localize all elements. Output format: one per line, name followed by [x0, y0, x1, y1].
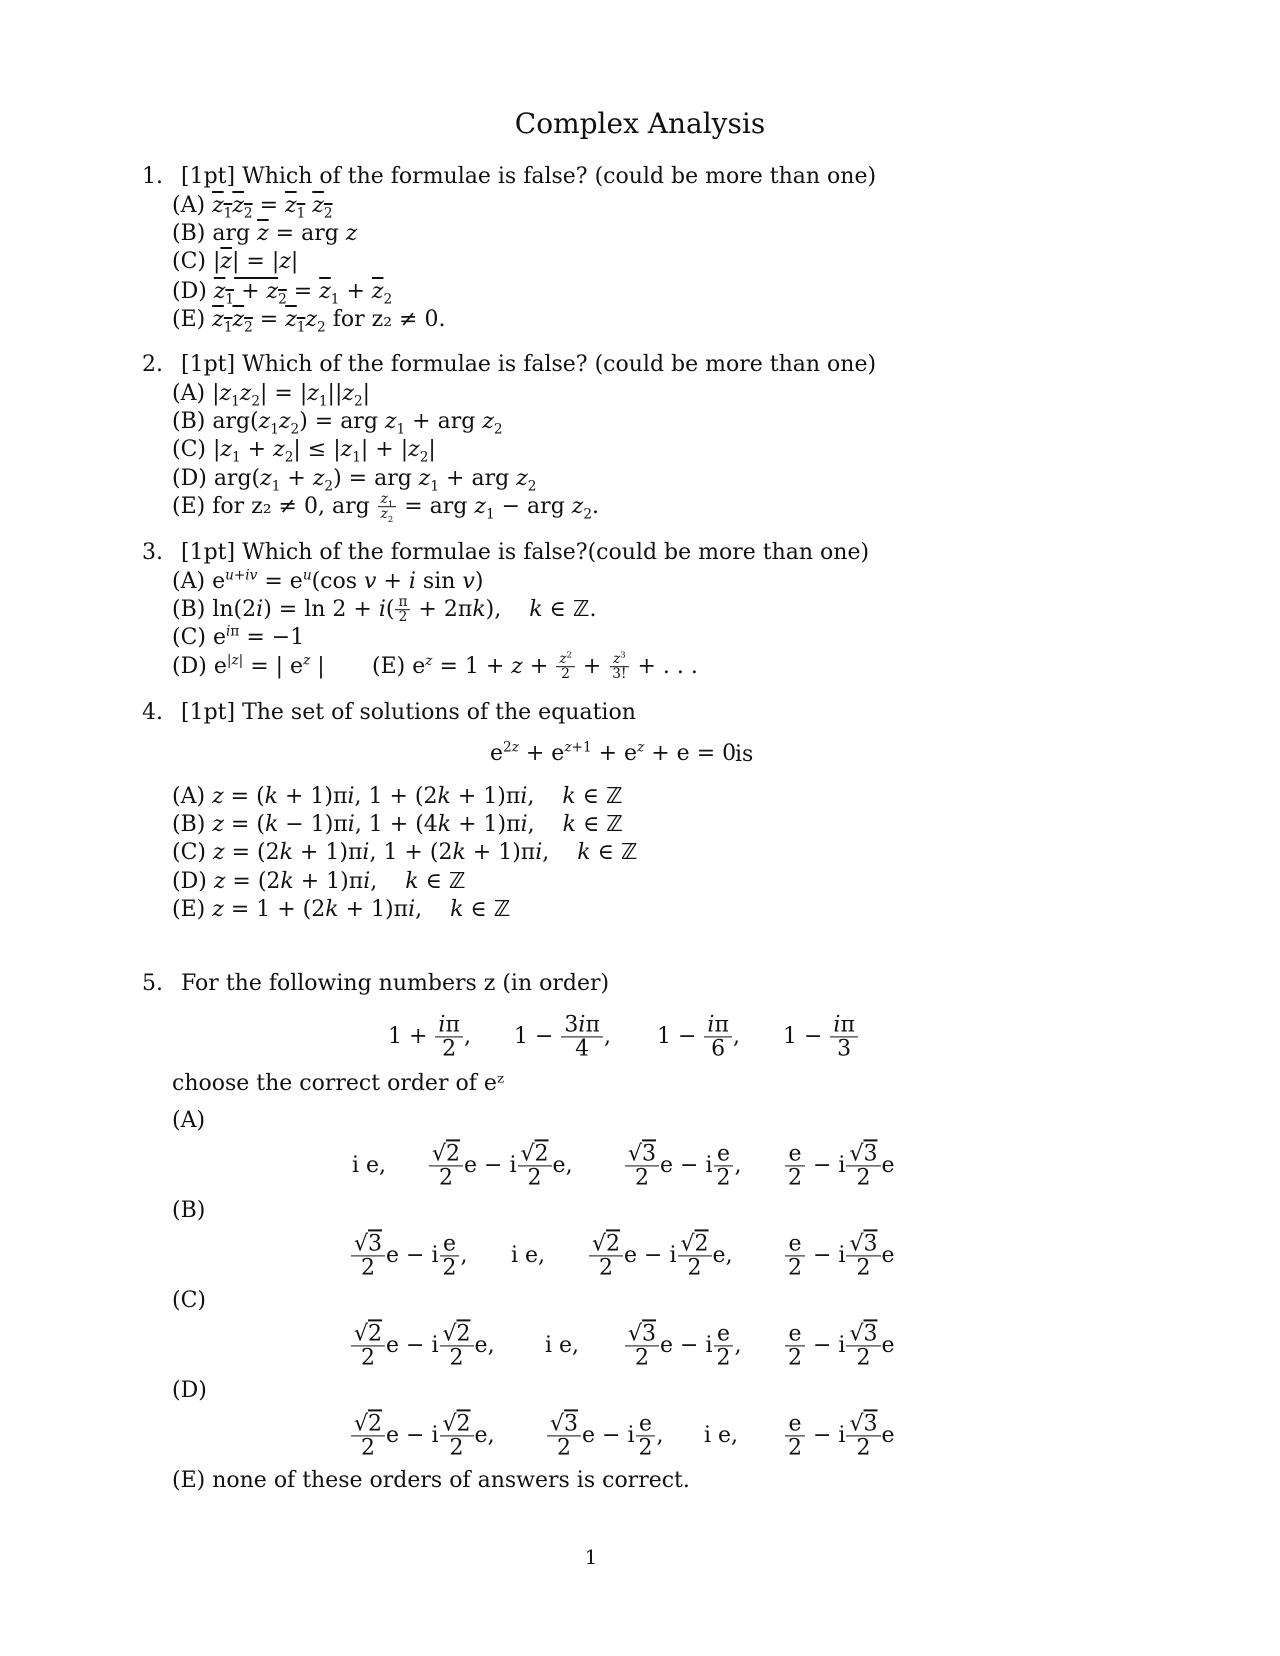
option-label: (B): [172, 409, 206, 434]
answer-term: $\frac{√2}{2}$ e − i $\frac{√2}{2}$ e,: [350, 1412, 495, 1459]
option-e: [172, 899, 510, 921]
formula: $z_1z_2 = z_1z_2$: [212, 307, 326, 336]
equation-suffix: is: [735, 742, 754, 767]
option-a: [172, 567, 484, 594]
option-label: (C): [172, 625, 206, 650]
answer-term: $\frac{e}{2}$ − i $\frac{√3}{2}$ e: [784, 1322, 895, 1369]
question-number: 3.: [142, 540, 163, 565]
formula: z = 1 + (2k + 1)πi, k ∈ ℤ: [212, 897, 511, 922]
option-label: (A): [172, 381, 206, 406]
formula: arg $\overline{z}$ = arg z: [212, 221, 358, 246]
question-prompt: [1pt] Which of the formulae is false? (could be more than one): [181, 352, 877, 377]
formula: $|\overline{z}| = |z|$: [213, 249, 299, 274]
formula: arg $\frac{z_1}{z_2}$ = arg $z_1$ − arg $z_2$.: [331, 491, 600, 525]
question-number: 4.: [142, 700, 163, 725]
formula: $e^z = 1 + z$ + $\frac{z^2}{2}$ + $\frac{z^3}{3!}$ + . . .: [412, 649, 698, 683]
option-label: (A): [172, 784, 206, 809]
question-prompt: [1pt] Which of the formulae is false? (could be more than one): [181, 164, 877, 189]
formula: $z_1z_2 = z_1$ $z_2$: [212, 193, 333, 222]
answer-term: $\frac{e}{2}$ − i $\frac{√3}{2}$ e: [784, 1142, 895, 1189]
formula: $|z_1 + z_2| \le |z_1| + |z_2|$: [213, 437, 436, 466]
option-b: [172, 223, 357, 245]
question-number: 5.: [142, 971, 163, 996]
formula: $z_1 + z_2 = \overline{z}_1 + \overline{z}_2$: [213, 279, 393, 308]
formula: z = (k + 1)πi, 1 + (2k + 1)πi, k ∈ ℤ: [212, 784, 623, 809]
number-item: 1 − $\frac{i\pi}{6}$ ,: [657, 1012, 740, 1062]
option-e: [372, 649, 698, 683]
formula-condition: for z₂ ≠ 0,: [212, 494, 325, 519]
option-label: (B): [172, 1198, 206, 1223]
option-label: (C): [172, 249, 206, 274]
answer-term: $\frac{√3}{2}$ e − i $\frac{e}{2}$ ,: [350, 1232, 468, 1279]
formula-condition: for z₂ ≠ 0.: [332, 307, 446, 332]
option-label: (E): [372, 654, 406, 679]
option-label: (D): [172, 869, 207, 894]
equation: $e^{2z} + e^{z+1} + e^z + e = 0$: [490, 739, 737, 766]
option-d: [172, 466, 537, 495]
option-c: [172, 842, 638, 864]
option-label: (E): [172, 307, 206, 332]
option-b: [172, 409, 503, 438]
answer-term: $\frac{e}{2}$ − i $\frac{√3}{2}$ e: [784, 1232, 895, 1279]
page-title: Complex Analysis: [514, 107, 766, 140]
question-number: 1.: [142, 164, 163, 189]
answer-term: $\frac{√3}{2}$ e − i $\frac{e}{2}$ ,: [546, 1412, 664, 1459]
option-label: (B): [172, 812, 206, 837]
answer-term: i e,: [352, 1153, 387, 1178]
option-d: [172, 871, 465, 893]
option-label: (A): [172, 193, 206, 218]
option-b: [172, 814, 623, 836]
option-e: [172, 307, 446, 336]
answer-term: $\frac{√2}{2}$ e − i $\frac{√2}{2}$ e,: [588, 1232, 733, 1279]
answer-term: i e,: [511, 1243, 546, 1268]
answer-term: $\frac{√3}{2}$ e − i $\frac{e}{2}$ ,: [624, 1322, 742, 1369]
formula: $arg(z_1z_2)$ = arg $z_1$ + arg $z_2$: [212, 409, 503, 438]
answer-term: i e,: [704, 1423, 739, 1448]
formula: z = (2k + 1)πi, k ∈ ℤ: [213, 869, 466, 894]
formula: z = (k − 1)πi, 1 + (4k + 1)πi, k ∈ ℤ: [212, 812, 623, 837]
answer-term: $\frac{√3}{2}$ e − i $\frac{e}{2}$ ,: [624, 1142, 742, 1189]
option-label: (B): [172, 221, 206, 246]
option-a: [172, 381, 371, 410]
option-c: [172, 623, 305, 650]
option-label: (A): [172, 569, 206, 594]
option-c: [172, 437, 436, 466]
question-prompt: For the following numbers z (in order): [181, 971, 610, 996]
option-e: (E) none of these orders of answers is correct.: [172, 1468, 690, 1493]
instruction-text: choose the correct order of eᶻ: [172, 1071, 505, 1096]
option-label: (D): [172, 654, 207, 679]
question-prompt: [1pt] Which of the formulae is false?(could be more than one): [181, 540, 870, 565]
option-d: [172, 279, 393, 308]
answer-term: i e,: [545, 1333, 580, 1358]
option-label: (E): [172, 897, 206, 922]
option-d: [172, 652, 325, 679]
page-number: 1: [584, 1545, 598, 1569]
formula: $e^{|z|}$ = | $e^z$ |: [213, 652, 325, 679]
number-item: 1 − $\frac{i\pi}{3}$: [783, 1013, 859, 1060]
formula: z = (2k + 1)πi, 1 + (2k + 1)πi, k ∈ ℤ: [213, 840, 638, 865]
number-item: 1 − $\frac{3i\pi}{4}$ ,: [514, 1012, 611, 1062]
option-e: [172, 491, 600, 525]
option-a: [172, 193, 333, 222]
option-label: (E): [172, 494, 206, 519]
answer-term: $\frac{√2}{2}$ e − i $\frac{√2}{2}$ e,: [350, 1322, 495, 1369]
formula: $|z_1z_2| = |z_1||z_2|$: [212, 381, 371, 410]
option-label: (B): [172, 597, 206, 622]
option-label: (C): [172, 437, 206, 462]
answer-term: $\frac{√2}{2}$ e − i $\frac{√2}{2}$ e,: [428, 1142, 573, 1189]
option-label: (D): [172, 466, 207, 491]
option-label: (A): [172, 1108, 206, 1133]
formula: ln(2i) = ln 2 + i( $\frac{\pi}{2}$ + 2πk), k ∈ ℤ.: [212, 594, 597, 626]
formula: $e^{u+iv} = e^u(\cos$ v + i sin v): [212, 567, 484, 594]
option-a: [172, 786, 623, 808]
option-label: (D): [172, 1378, 207, 1403]
option-b: [172, 595, 596, 625]
number-item: 1 + $\frac{i\pi}{2}$ ,: [388, 1012, 471, 1062]
question-number: 2.: [142, 352, 163, 377]
answer-term: $\frac{e}{2}$ − i $\frac{√3}{2}$ e: [784, 1412, 895, 1459]
option-label: (C): [172, 1288, 206, 1313]
question-prompt: [1pt] The set of solutions of the equation: [181, 700, 636, 725]
option-label: (C): [172, 840, 206, 865]
option-c: [172, 251, 298, 273]
option-label: (D): [172, 279, 207, 304]
formula: $e^{i\pi} = -1$: [213, 623, 305, 650]
formula: $arg(z_1 + z_2)$ = arg $z_1$ + arg $z_2$: [213, 466, 537, 495]
